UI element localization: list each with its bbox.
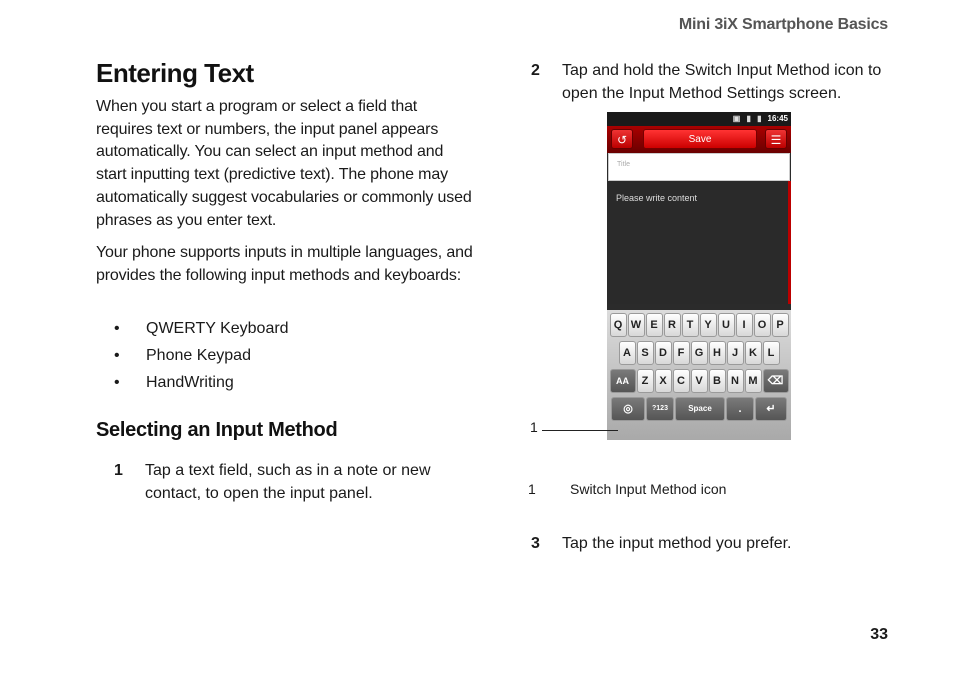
intro-paragraph: When you start a program or select a field that requires text or numbers, the input panel appears automatically. You can select an input method and start inputting text (predictive text). The phone may automatically suggest vocabularies or commonly used phrases as you enter text. bbox=[96, 98, 472, 229]
callout-number: 1 bbox=[530, 419, 538, 435]
key[interactable]: V bbox=[691, 369, 708, 393]
key[interactable]: B bbox=[709, 369, 726, 393]
save-button[interactable]: Save bbox=[643, 129, 757, 149]
page-number: 33 bbox=[870, 626, 888, 643]
list-item: • QWERTY Keyboard bbox=[114, 318, 289, 345]
switch-input-method-icon[interactable]: ◎ bbox=[611, 397, 645, 421]
key[interactable]: U bbox=[718, 313, 735, 337]
step-text: Tap and hold the Switch Input Method icon to open the Input Method Settings screen. bbox=[562, 62, 882, 102]
delete-icon[interactable]: ⌫ bbox=[763, 369, 789, 393]
key[interactable]: P bbox=[772, 313, 789, 337]
key[interactable]: D bbox=[655, 341, 672, 365]
bullet-glyph: • bbox=[114, 374, 120, 391]
key[interactable]: A bbox=[619, 341, 636, 365]
key[interactable]: O bbox=[754, 313, 771, 337]
key[interactable]: R bbox=[664, 313, 681, 337]
back-icon[interactable]: ↺ bbox=[611, 129, 633, 149]
key[interactable]: E bbox=[646, 313, 663, 337]
key[interactable]: M bbox=[745, 369, 762, 393]
key[interactable]: Q bbox=[610, 313, 627, 337]
key[interactable]: T bbox=[682, 313, 699, 337]
status-icons: ▣ ▮ ▮ bbox=[732, 114, 764, 123]
running-header: Mini 3iX Smartphone Basics bbox=[678, 16, 888, 33]
key[interactable]: K bbox=[745, 341, 762, 365]
caption-number: 1 bbox=[528, 481, 536, 497]
key[interactable]: J bbox=[727, 341, 744, 365]
space-key[interactable]: Space bbox=[675, 397, 725, 421]
languages-paragraph: Your phone supports inputs in multiple languages, and provides the following input methods and keyboards: bbox=[96, 244, 473, 284]
phone-screenshot bbox=[607, 112, 791, 440]
key[interactable]: F bbox=[673, 341, 690, 365]
shift-key[interactable]: AA bbox=[610, 369, 636, 393]
symbols-key[interactable]: ?123 bbox=[646, 397, 674, 421]
step-text: Tap a text field, such as in a note or new contact, to open the input panel. bbox=[145, 462, 431, 502]
step-text: Tap the input method you prefer. bbox=[562, 535, 792, 552]
step-number: 3 bbox=[531, 535, 540, 552]
keyboard-row bbox=[608, 313, 790, 337]
key[interactable]: I bbox=[736, 313, 753, 337]
input-methods-list bbox=[114, 318, 289, 399]
status-bar bbox=[607, 112, 791, 126]
keyboard-row bbox=[608, 341, 790, 365]
keyboard-row bbox=[608, 369, 790, 393]
section-title: Entering Text bbox=[96, 58, 254, 88]
key[interactable]: W bbox=[628, 313, 645, 337]
menu-icon[interactable]: ☰ bbox=[765, 129, 787, 149]
key[interactable]: G bbox=[691, 341, 708, 365]
key[interactable]: L bbox=[763, 341, 780, 365]
step-number: 1 bbox=[114, 462, 123, 479]
bullet-glyph: • bbox=[114, 320, 120, 337]
content-input[interactable]: Please write content bbox=[607, 181, 791, 304]
key[interactable]: N bbox=[727, 369, 744, 393]
status-time: 16:45 bbox=[767, 114, 788, 123]
list-item: • Phone Keypad bbox=[114, 345, 289, 372]
enter-icon[interactable]: ↵ bbox=[755, 397, 787, 421]
period-key[interactable]: . bbox=[726, 397, 754, 421]
key[interactable]: Z bbox=[637, 369, 654, 393]
title-bar bbox=[607, 126, 791, 153]
callout-line bbox=[542, 430, 618, 431]
key[interactable]: X bbox=[655, 369, 672, 393]
qwerty-keyboard bbox=[607, 310, 791, 440]
key[interactable]: S bbox=[637, 341, 654, 365]
caption-text: Switch Input Method icon bbox=[570, 481, 727, 497]
title-input[interactable]: Title bbox=[608, 153, 790, 181]
key[interactable]: Y bbox=[700, 313, 717, 337]
bullet-glyph: • bbox=[114, 347, 120, 364]
subsection-title: Selecting an Input Method bbox=[96, 419, 338, 441]
key[interactable]: C bbox=[673, 369, 690, 393]
key[interactable]: H bbox=[709, 341, 726, 365]
list-item: • HandWriting bbox=[114, 372, 289, 399]
keyboard-row bbox=[608, 397, 790, 421]
step-number: 2 bbox=[531, 62, 540, 79]
